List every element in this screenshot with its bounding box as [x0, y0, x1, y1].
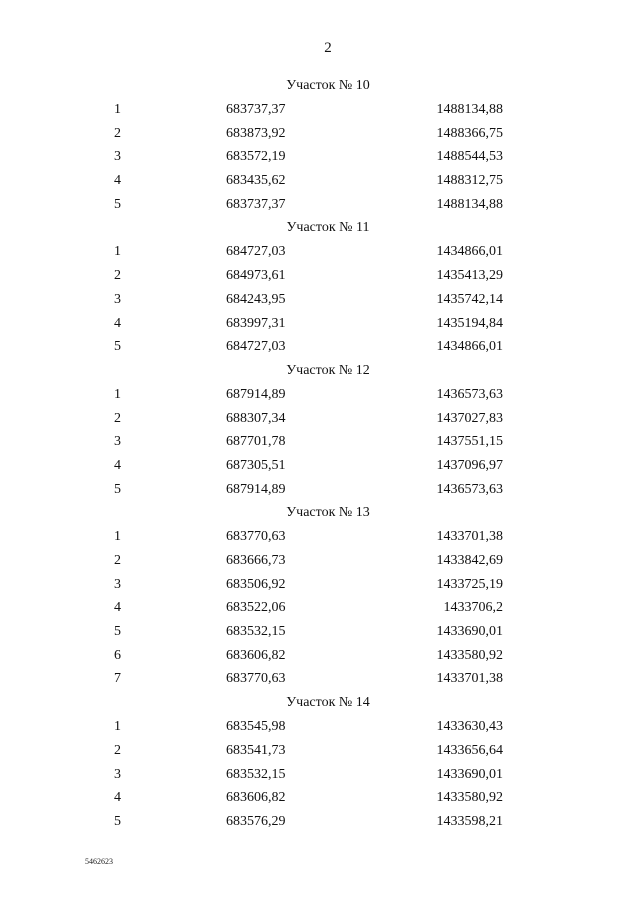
point-number: 4 [114, 315, 121, 331]
table-row [0, 810, 640, 834]
y-coordinate: 1433630,43 [436, 719, 503, 735]
x-coordinate: 683606,82 [226, 647, 286, 663]
x-coordinate: 683737,37 [226, 102, 286, 117]
point-number: 7 [114, 671, 121, 687]
x-coordinate: 683541,73 [226, 742, 286, 758]
table-row [0, 573, 640, 597]
y-coordinate: 1435742,14 [436, 291, 503, 307]
point-number: 1 [114, 244, 121, 260]
y-coordinate: 1435413,29 [436, 268, 503, 284]
point-number: 2 [114, 268, 121, 284]
point-number: 5 [114, 481, 121, 497]
x-coordinate: 683545,98 [226, 719, 286, 735]
point-number: 3 [114, 766, 121, 782]
y-coordinate: 1433690,01 [436, 624, 503, 640]
table-row [0, 264, 640, 288]
point-number: 3 [114, 576, 121, 592]
table-row [0, 98, 640, 122]
y-coordinate: 1437096,97 [436, 457, 503, 473]
y-coordinate: 1488544,53 [436, 149, 503, 165]
y-coordinate: 1433580,92 [436, 790, 503, 806]
point-number: 2 [114, 553, 121, 568]
y-coordinate: 1433842,69 [436, 553, 503, 568]
x-coordinate: 684243,95 [226, 291, 286, 307]
point-number: 5 [114, 813, 121, 829]
point-number: 1 [114, 529, 121, 545]
y-coordinate: 1488134,88 [436, 196, 503, 212]
x-coordinate: 684727,03 [226, 244, 286, 260]
table-row [0, 549, 640, 573]
table-row [0, 145, 640, 169]
x-coordinate: 683576,29 [226, 813, 286, 829]
y-coordinate: 1437551,15 [436, 434, 503, 450]
document-code: 5462623 [85, 857, 113, 866]
point-number: 2 [114, 125, 121, 141]
parcel-section [0, 74, 640, 216]
table-row [0, 478, 640, 502]
point-number: 3 [114, 149, 121, 165]
table-row [0, 644, 640, 668]
x-coordinate: 683532,15 [226, 766, 286, 782]
x-coordinate: 683770,63 [226, 671, 286, 687]
y-coordinate: 1435194,84 [436, 315, 503, 331]
x-coordinate: 688307,34 [226, 410, 286, 426]
x-coordinate: 687305,51 [226, 457, 286, 473]
x-coordinate: 683606,82 [226, 790, 286, 806]
table-row [0, 335, 640, 359]
point-number: 4 [114, 173, 121, 189]
coordinates-table [0, 74, 640, 834]
x-coordinate: 683770,63 [226, 529, 286, 545]
section-title: Участок № 11 [286, 220, 370, 236]
section-title: Участок № 13 [286, 505, 370, 521]
y-coordinate: 1433580,92 [436, 647, 503, 663]
point-number: 4 [114, 790, 121, 806]
point-number: 6 [114, 647, 121, 663]
x-coordinate: 684973,61 [226, 268, 286, 284]
x-coordinate: 683873,92 [226, 125, 286, 141]
table-row [0, 454, 640, 478]
section-title: Участок № 14 [286, 695, 370, 711]
table-row [0, 763, 640, 787]
point-number: 4 [114, 600, 121, 616]
point-number: 1 [114, 386, 121, 402]
x-coordinate: 683572,19 [226, 149, 286, 165]
y-coordinate: 1434866,01 [436, 244, 503, 260]
x-coordinate: 687701,78 [226, 434, 286, 450]
section-title: Участок № 12 [286, 362, 370, 378]
point-number: 3 [114, 434, 121, 450]
x-coordinate: 683522,06 [226, 600, 286, 616]
parcel-section [0, 359, 640, 501]
table-row [0, 288, 640, 312]
parcel-section [0, 216, 640, 358]
table-row [0, 122, 640, 146]
x-coordinate: 683506,92 [226, 576, 286, 592]
point-number: 2 [114, 410, 121, 426]
table-row [0, 786, 640, 810]
parcel-section [0, 501, 640, 691]
table-row [0, 169, 640, 193]
y-coordinate: 1433706,2 [443, 600, 503, 616]
x-coordinate: 687914,89 [226, 386, 286, 402]
point-number: 1 [114, 719, 121, 735]
y-coordinate: 1434866,01 [436, 339, 503, 355]
table-row [0, 430, 640, 454]
y-coordinate: 1433701,38 [436, 671, 503, 687]
point-number: 2 [114, 742, 121, 758]
table-row [0, 240, 640, 264]
section-title: Участок № 10 [286, 78, 370, 93]
x-coordinate: 683737,37 [226, 196, 286, 212]
table-row [0, 620, 640, 644]
x-coordinate: 683666,73 [226, 553, 286, 568]
table-row [0, 193, 640, 217]
y-coordinate: 1436573,63 [436, 386, 503, 402]
table-row [0, 739, 640, 763]
table-row [0, 383, 640, 407]
x-coordinate: 687914,89 [226, 481, 286, 497]
parcel-section [0, 691, 640, 833]
table-row [0, 525, 640, 549]
y-coordinate: 1433725,19 [436, 576, 503, 592]
y-coordinate: 1437027,83 [436, 410, 503, 426]
y-coordinate: 1433598,21 [436, 813, 503, 829]
table-row [0, 667, 640, 691]
table-row [0, 312, 640, 336]
y-coordinate: 1488134,88 [436, 102, 503, 117]
table-row [0, 596, 640, 620]
point-number: 4 [114, 457, 121, 473]
y-coordinate: 1488312,75 [436, 173, 503, 189]
point-number: 5 [114, 196, 121, 212]
point-number: 5 [114, 339, 121, 355]
y-coordinate: 1433690,01 [436, 766, 503, 782]
table-row [0, 715, 640, 739]
point-number: 1 [114, 102, 121, 117]
y-coordinate: 1436573,63 [436, 481, 503, 497]
y-coordinate: 1433656,64 [436, 742, 503, 758]
point-number: 5 [114, 624, 121, 640]
point-number: 3 [114, 291, 121, 307]
x-coordinate: 684727,03 [226, 339, 286, 355]
table-row [0, 407, 640, 431]
page-number: 2 [324, 40, 332, 56]
x-coordinate: 683435,62 [226, 173, 286, 189]
x-coordinate: 683532,15 [226, 624, 286, 640]
y-coordinate: 1488366,75 [436, 125, 503, 141]
y-coordinate: 1433701,38 [436, 529, 503, 545]
x-coordinate: 683997,31 [226, 315, 286, 331]
